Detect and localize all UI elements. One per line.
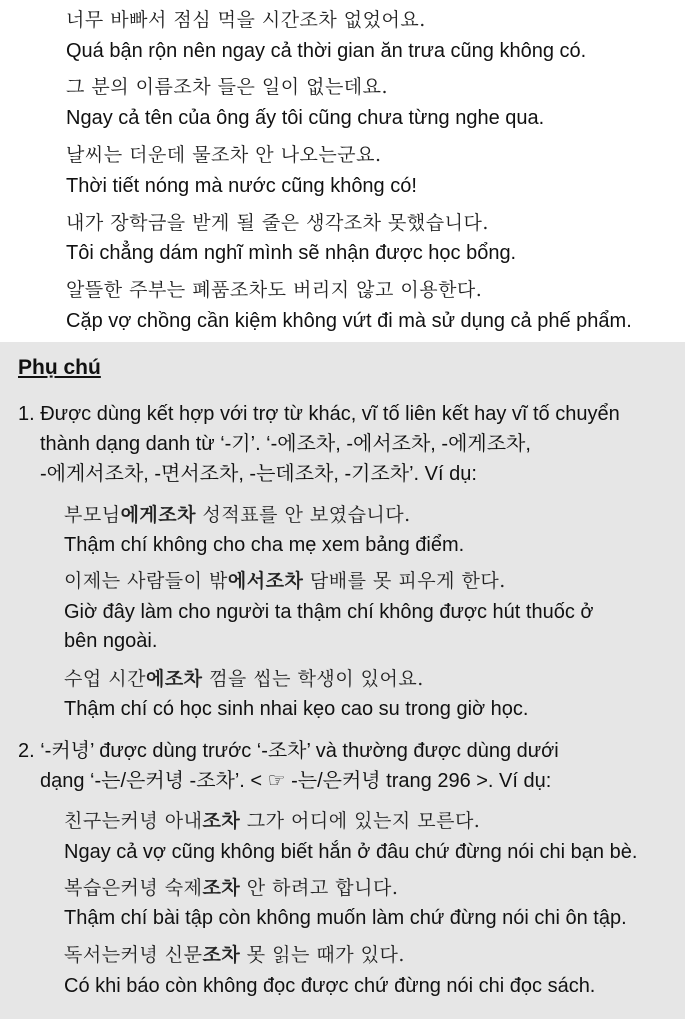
text-part: 이제는 사람들이 밖 xyxy=(64,570,228,592)
example-5-vietnamese: Cặp vợ chồng cần kiệm không vứt đi mà sử dụng cả phế phẩm. xyxy=(66,310,632,332)
note-1-example-1-korean xyxy=(64,503,411,527)
text-part: 복습은커녕 숙제 xyxy=(64,877,203,899)
note-1-line-2: thành dạng danh từ ‘-기’. ‘-에조차, -에서조차, -에게조차, xyxy=(40,433,531,455)
highlight-particle: 에조차 xyxy=(145,668,203,690)
example-1-korean: 너무 바빠서 점심 먹을 시간조차 없었어요. xyxy=(66,9,426,31)
example-2-korean: 그 분의 이름조차 들은 일이 없는데요. xyxy=(66,76,389,98)
text-part: 수업 시간 xyxy=(64,668,146,690)
note-2-example-2-korean xyxy=(64,876,398,900)
example-3-vietnamese: Thời tiết nóng mà nước cũng không có! xyxy=(66,175,417,197)
text-part: 그가 어디에 있는지 모른다. xyxy=(240,810,481,832)
text-part: 성적표를 안 보였습니다. xyxy=(195,504,411,526)
example-4-korean: 내가 장학금을 받게 될 줄은 생각조차 못했습니다. xyxy=(66,212,489,234)
text-part: 담배를 못 피우게 한다. xyxy=(303,570,506,592)
note-1-example-1-vietnamese: Thậm chí không cho cha mẹ xem bảng điểm. xyxy=(64,534,465,556)
examples-section xyxy=(0,0,685,342)
text-part: 안 하려고 합니다. xyxy=(240,877,399,899)
note-1-example-2-vietnamese-line-1: Giờ đây làm cho người ta thậm chí không được hút thuốc ở xyxy=(64,601,594,623)
highlight-particle: 조차 xyxy=(202,810,241,832)
note-1-line-1: 1. Được dùng kết hợp với trợ từ khác, vĩ tố liên kết hay vĩ tố chuyển xyxy=(18,403,620,425)
example-5-korean: 알뜰한 주부는 폐품조차도 버리지 않고 이용한다. xyxy=(66,279,483,301)
notes-title: Phụ chú xyxy=(18,356,101,379)
note-1-line-3: -에게서조차, -면서조차, -는데조차, -기조차’. Ví dụ: xyxy=(40,463,477,485)
highlight-particle: 에서조차 xyxy=(227,570,304,592)
text-part: 부모님 xyxy=(64,504,121,526)
text-part: 독서는커녕 신문 xyxy=(64,944,203,966)
note-2-example-3-korean xyxy=(64,943,405,967)
example-2-vietnamese: Ngay cả tên của ông ấy tôi cũng chưa từng nghe qua. xyxy=(66,107,545,129)
text-part: 친구는커녕 아내 xyxy=(64,810,203,832)
text-part: 못 읽는 때가 있다. xyxy=(240,944,405,966)
example-4-vietnamese: Tôi chẳng dám nghĩ mình sẽ nhận được học bổng. xyxy=(66,242,517,264)
note-2-example-3-vietnamese: Có khi báo còn không đọc được chứ đừng nói chi đọc sách. xyxy=(64,975,596,997)
note-1-example-3-korean xyxy=(64,667,424,691)
note-1-example-2-korean xyxy=(64,569,506,593)
note-1-example-3-vietnamese: Thậm chí có học sinh nhai kẹo cao su trong giờ học. xyxy=(64,698,529,720)
note-2-line-2: dạng ‘-는/은커녕 -조차’. < ☞ -는/은커녕 trang 296 >. Ví dụ: xyxy=(40,770,552,792)
example-3-korean: 날씨는 더운데 물조차 안 나오는군요. xyxy=(66,144,382,166)
text-part: 껌을 씹는 학생이 있어요. xyxy=(202,668,424,690)
note-2-example-1-vietnamese: Ngay cả vợ cũng không biết hắn ở đâu chứ đừng nói chi bạn bè. xyxy=(64,841,638,863)
note-2-example-1-korean xyxy=(64,809,480,833)
note-2-example-2-vietnamese: Thậm chí bài tập còn không muốn làm chứ đừng nói chi ôn tập. xyxy=(64,907,627,929)
highlight-particle: 조차 xyxy=(202,877,241,899)
highlight-particle: 조차 xyxy=(202,944,241,966)
example-1-vietnamese: Quá bận rộn nên ngay cả thời gian ăn trưa cũng không có. xyxy=(66,40,587,62)
note-2-line-1: 2. ‘-커녕’ được dùng trước ‘-조차’ và thường được dùng dưới xyxy=(18,740,559,762)
highlight-particle: 에게조차 xyxy=(120,504,196,526)
note-1-example-2-vietnamese-line-2: bên ngoài. xyxy=(64,630,158,652)
